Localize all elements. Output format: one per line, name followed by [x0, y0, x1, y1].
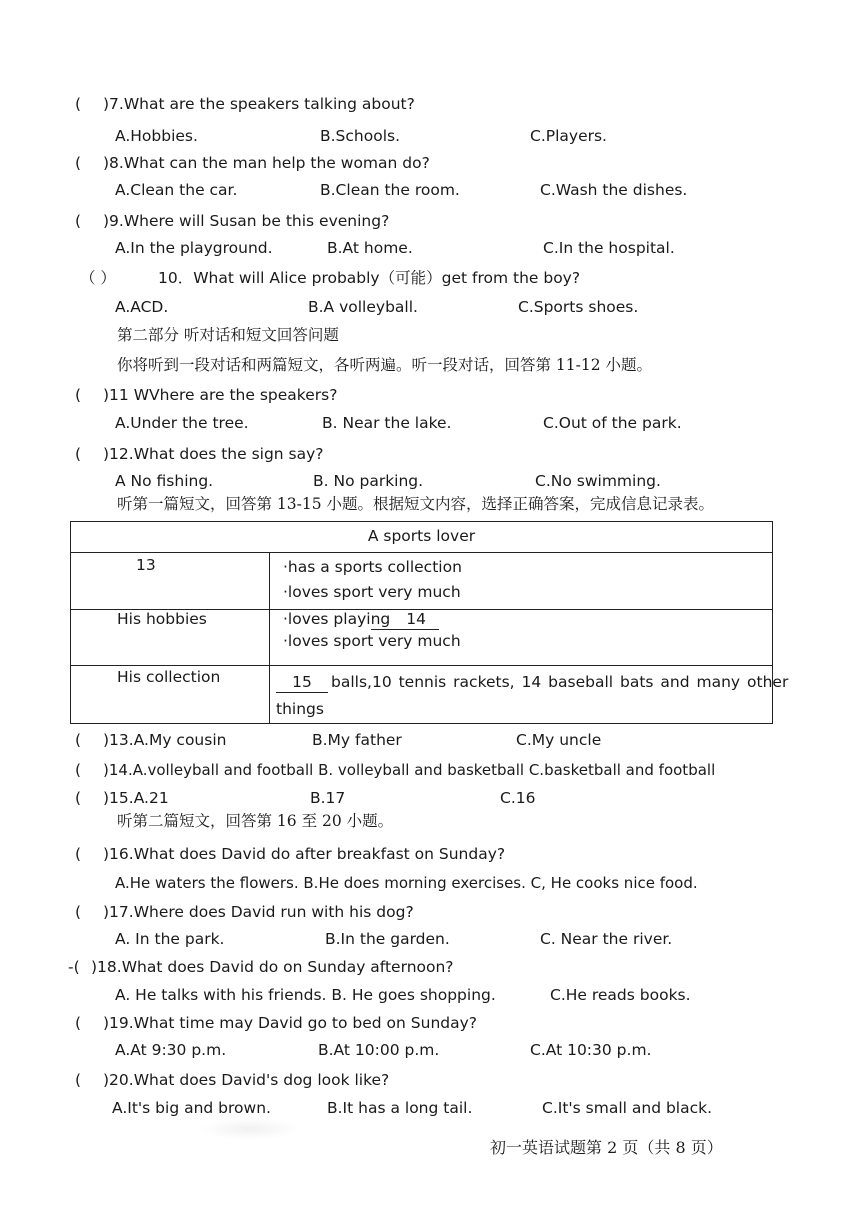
q18-options-ab: A. He talks with his friends. B. He goes shopping. — [115, 986, 496, 1004]
q17-option-c: C. Near the river. — [540, 930, 673, 948]
question-text: )19.What time may David go to bed on Sunday? — [103, 1014, 478, 1032]
q9-option-c: C.In the hospital. — [543, 239, 675, 257]
table-row2-label: His hobbies — [117, 610, 207, 628]
q7-option-a: A.Hobbies. — [115, 127, 198, 145]
question-text: )15.A.21 — [103, 789, 169, 807]
q18-option-c: C.He reads books. — [550, 986, 691, 1004]
answer-paren[interactable]: ( — [75, 1014, 82, 1032]
q7-option-c: C.Players. — [530, 127, 607, 145]
question-13-stem — [75, 730, 226, 750]
q20-option-c: C.It's small and black. — [542, 1099, 713, 1117]
q17-option-b: B.In the garden. — [325, 930, 450, 948]
row2-text-tail: ng — [370, 610, 391, 628]
question-text: )16.What does David do after breakfast on Sunday? — [103, 845, 506, 863]
question-text: )17.Where does David run with his dog? — [103, 903, 414, 921]
table-divider — [71, 552, 772, 553]
q8-option-c: C.Wash the dishes. — [540, 181, 688, 199]
question-20-stem — [75, 1070, 389, 1090]
q8-option-b: B.Clean the room. — [320, 181, 460, 199]
question-9-stem — [75, 211, 389, 231]
answer-paren[interactable]: ( — [75, 789, 82, 807]
row3-text: balls,10 tennis rackets, 14 baseball bats and many other — [331, 673, 789, 691]
question-17-stem — [75, 902, 414, 922]
answer-paren[interactable]: ( — [75, 845, 82, 863]
question-text: 10．What will Alice probably（可能）get from the boy? — [158, 269, 581, 287]
q11-option-c: C.Out of the park. — [543, 414, 682, 432]
section-2-title: 第二部分 听对话和短文回答问题 — [117, 326, 339, 344]
question-text: )13.A.My cousin — [103, 731, 227, 749]
blank-15[interactable] — [276, 672, 328, 693]
table-row3-line2: things — [276, 700, 324, 718]
question-10-stem — [80, 268, 580, 288]
question-19-stem — [75, 1013, 477, 1033]
q12-option-b: B. No parking. — [313, 472, 424, 490]
scan-smudge — [200, 1118, 300, 1140]
blank-14-number: 14 — [406, 610, 426, 628]
question-text: )9.Where will Susan be this evening? — [103, 212, 390, 230]
question-text: )18.What does David do on Sunday afternoon? — [91, 958, 454, 976]
row2-text: ·loves playi — [283, 610, 371, 628]
question-14-stem — [75, 760, 715, 780]
q9-option-b: B.At home. — [327, 239, 413, 257]
answer-paren[interactable]: ( — [75, 154, 82, 172]
q17-option-a: A. In the park. — [115, 930, 225, 948]
question-text: )14.A.volleyball and football B. volleyball and basketball C.basketball and football — [103, 761, 716, 779]
q20-option-b: B.It has a long tail. — [327, 1099, 473, 1117]
table-divider — [71, 665, 772, 666]
answer-paren[interactable]: ( — [75, 386, 82, 404]
page-footer: 初一英语试题第 2 页（共 8 页） — [490, 1138, 723, 1157]
table-row2-line2: ·loves sport very much — [283, 632, 461, 650]
question-text: )11 WVhere are the speakers? — [103, 386, 338, 404]
q13-option-b: B.My father — [312, 731, 402, 749]
table-row2-line1 — [283, 609, 439, 630]
q15-option-c: C.16 — [500, 789, 536, 807]
passage-2-intro: 听第二篇短文，回答第 16 至 20 小题。 — [117, 812, 394, 830]
question-12-stem — [75, 444, 324, 464]
table-row3-line1 — [276, 672, 788, 693]
table-column-divider — [269, 552, 270, 723]
q15-option-b: B.17 — [310, 789, 346, 807]
q10-option-c: C.Sports shoes. — [518, 298, 639, 316]
q8-option-a: A.Clean the car. — [115, 181, 238, 199]
answer-paren[interactable]: ( — [75, 761, 82, 779]
q12-option-a: A No fishing. — [115, 472, 214, 490]
table-title: A sports lover — [367, 527, 476, 545]
q10-option-b: B.A volleyball. — [308, 298, 418, 316]
q11-option-b: B. Near the lake. — [322, 414, 452, 432]
table-row1-label[interactable]: 13 — [136, 556, 156, 574]
q9-option-a: A.In the playground. — [115, 239, 273, 257]
q19-option-a: A.At 9:30 p.m. — [115, 1041, 227, 1059]
section-2-intro: 你将听到一段对话和两篇短文，各听两遍。听一段对话，回答第 11-12 小题。 — [117, 356, 653, 374]
answer-paren[interactable]: ( — [75, 731, 82, 749]
question-text: )7.What are the speakers talking about? — [103, 95, 415, 113]
q10-option-a: A.ACD. — [115, 298, 169, 316]
blank-15-number: 15 — [292, 673, 312, 691]
answer-paren[interactable]: （ ） — [80, 269, 116, 287]
q11-option-a: A.Under the tree. — [115, 414, 249, 432]
question-11-stem — [75, 385, 337, 405]
question-7-stem — [75, 94, 415, 114]
blank-14[interactable] — [371, 609, 439, 630]
q16-options: A.He waters the flowers. B.He does morning exercises. C, He cooks nice food. — [115, 874, 698, 892]
question-text: )20.What does David's dog look like? — [103, 1071, 390, 1089]
q13-option-c: C.My uncle — [516, 731, 602, 749]
answer-paren[interactable]: ( — [75, 95, 82, 113]
answer-paren[interactable]: ( — [75, 903, 82, 921]
question-8-stem — [75, 153, 430, 173]
question-16-stem — [75, 844, 505, 864]
table-row1-line1: ·has a sports collection — [283, 558, 462, 576]
q19-option-b: B.At 10:00 p.m. — [318, 1041, 440, 1059]
q19-option-c: C.At 10:30 p.m. — [530, 1041, 652, 1059]
answer-paren[interactable]: ( — [75, 445, 82, 463]
passage-1-intro: 听第一篇短文，回答第 13-15 小题。根据短文内容，选择正确答案，完成信息记录表。 — [117, 495, 715, 513]
answer-paren[interactable]: ( — [75, 212, 82, 230]
q12-option-c: C.No swimming. — [535, 472, 661, 490]
question-18-stem — [68, 957, 454, 977]
table-row3-label: His collection — [117, 668, 221, 686]
question-text: )12.What does the sign say? — [103, 445, 324, 463]
answer-paren[interactable]: ( — [75, 1071, 82, 1089]
question-15-stem — [75, 788, 169, 808]
q7-option-b: B.Schools. — [320, 127, 401, 145]
q20-option-a: A.It's big and brown. — [112, 1099, 271, 1117]
table-row1-line2: ·loves sport very much — [283, 583, 461, 601]
question-text: )8.What can the man help the woman do? — [103, 154, 430, 172]
answer-paren[interactable]: -( — [68, 958, 80, 976]
info-record-table — [70, 521, 789, 724]
